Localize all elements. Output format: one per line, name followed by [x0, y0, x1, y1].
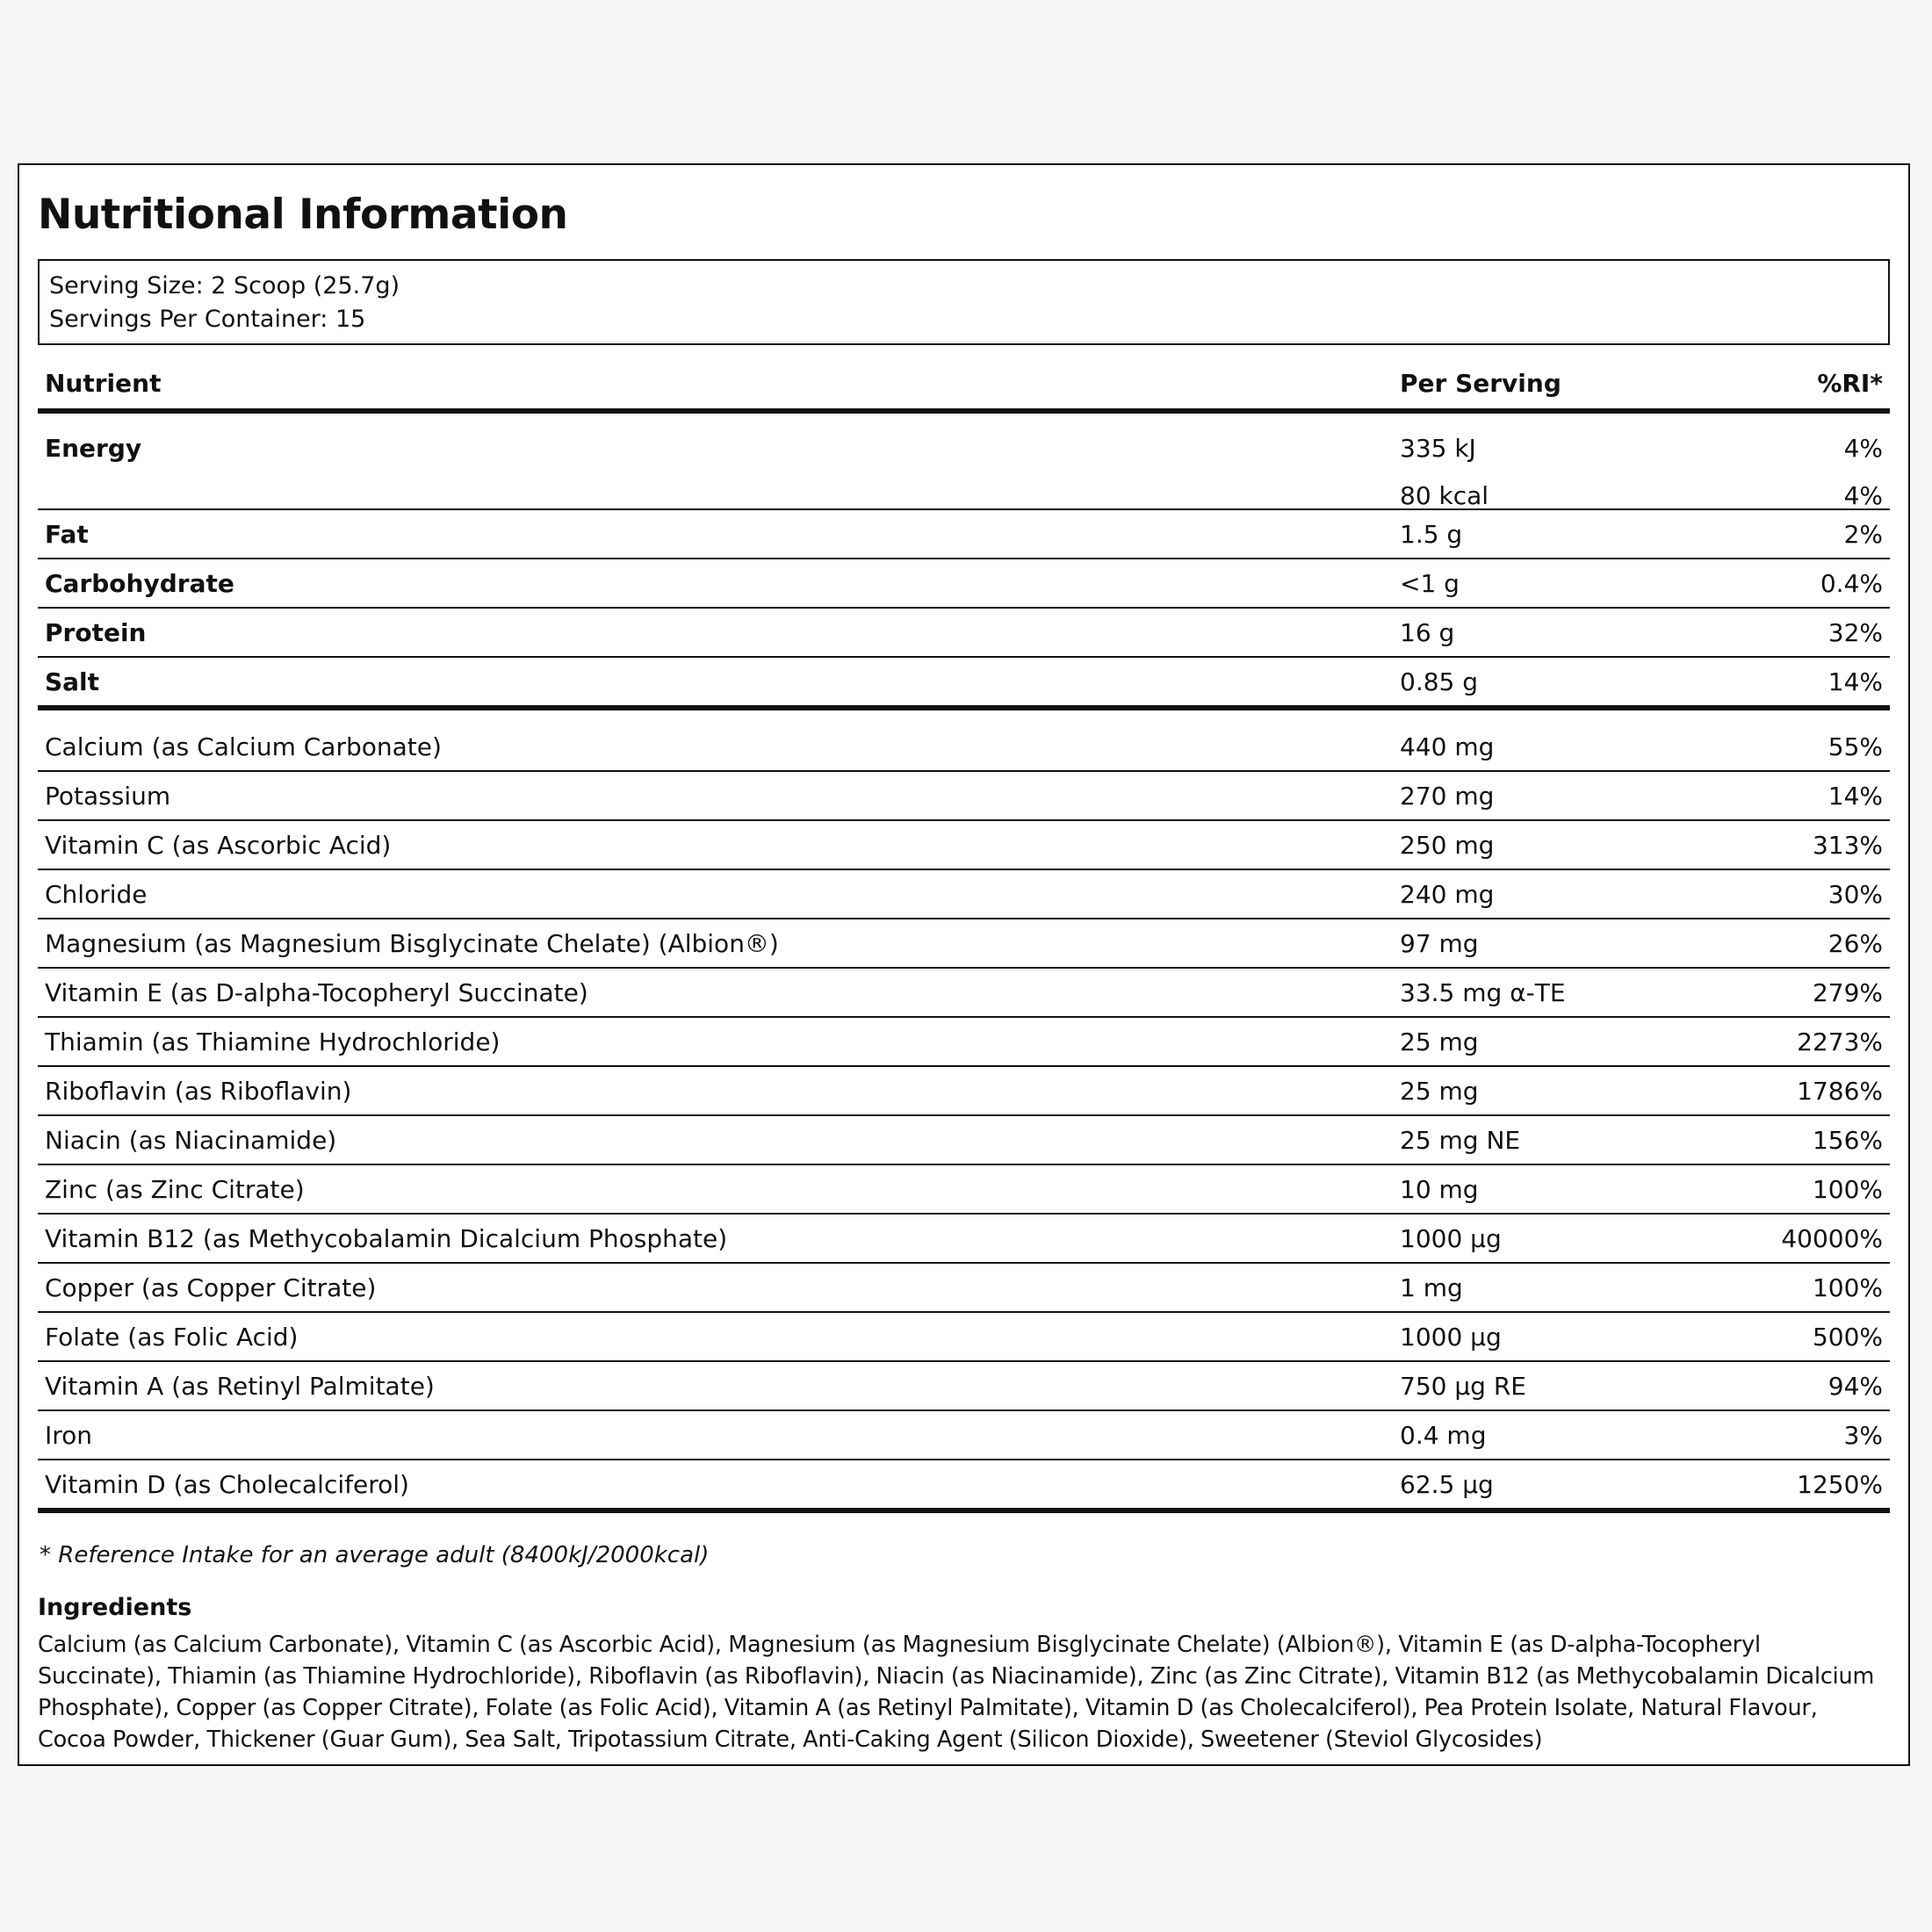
per-serving-value: 0.85 g — [1400, 667, 1479, 696]
per-serving-value: 62.5 μg — [1400, 1470, 1494, 1499]
ri-value: 2% — [1843, 520, 1883, 549]
nutrient-name: Riboflavin (as Riboflavin) — [45, 1077, 352, 1106]
energy-kcal-ri: 4% — [1843, 481, 1883, 510]
ingredients-title: Ingredients — [38, 1594, 192, 1621]
table-row — [38, 1165, 1890, 1215]
per-serving-value: 1000 μg — [1400, 1323, 1502, 1352]
ri-value: 26% — [1827, 929, 1883, 958]
per-serving-value: 440 mg — [1400, 732, 1495, 761]
header-ri: %RI* — [1817, 369, 1883, 398]
energy-kcal: 80 kcal — [1400, 481, 1489, 510]
nutrient-name: Vitamin E (as D-alpha-Tocopheryl Succinate) — [45, 978, 588, 1007]
ingredients-text: Calcium (as Calcium Carbonate), Vitamin C (as Ascorbic Acid), Magnesium (as Magnesium Bisglycinate Chelate) (Albion®), Vitamin E (as D-alpha-Tocopheryl Succinate), Thiamin (as Thiamine Hydrochloride), Riboflavin (as Riboflavin), Niacin (as Niacinamide), Zinc (as Zinc Citrate), Vitamin B12 (as Methycobalamin Dicalcium Phosphate), Copper (as Copper Citrate), Folate (as Folic Acid), Vitamin A (as Retinyl Palmitate), Vitamin D (as Cholecalciferol), Pea Protein Isolate, Natural Flavour, Cocoa Powder, Thickener (Guar Gum), Sea Salt, Tripotassium Citrate, Anti-Caking Agent (Silicon Dioxide), Sweetener (Steviol Glycosides) — [38, 1632, 1875, 1753]
nutrient-name: Vitamin A (as Retinyl Palmitate) — [45, 1372, 435, 1401]
per-serving-value: 750 μg RE — [1400, 1372, 1526, 1401]
header-nutrient: Nutrient — [45, 369, 162, 398]
nutrient-name: Vitamin D (as Cholecalciferol) — [45, 1470, 409, 1499]
ri-value: 1786% — [1797, 1077, 1883, 1106]
per-serving-value: 25 mg NE — [1400, 1126, 1521, 1155]
ri-value: 0.4% — [1820, 569, 1883, 598]
ri-value: 32% — [1827, 618, 1883, 647]
per-serving-value: <1 g — [1400, 569, 1460, 598]
ri-value: 279% — [1812, 978, 1883, 1007]
nutrient-name: Magnesium (as Magnesium Bisglycinate Chelate) (Albion®) — [45, 929, 779, 958]
nutrient-name: Niacin (as Niacinamide) — [45, 1126, 337, 1155]
table-row — [38, 1362, 1890, 1411]
serving-size: Serving Size: 2 Scoop (25.7g) — [49, 272, 400, 299]
table-row-energy — [38, 414, 1890, 510]
table-row — [38, 1215, 1890, 1264]
table-row — [38, 559, 1890, 609]
per-serving-value: 250 mg — [1400, 831, 1495, 860]
table-row — [38, 772, 1890, 821]
per-serving-value: 0.4 mg — [1400, 1421, 1487, 1450]
ri-value: 100% — [1812, 1273, 1883, 1302]
table-row — [38, 1411, 1890, 1460]
table-row — [38, 609, 1890, 658]
nutrient-name: Carbohydrate — [45, 569, 234, 598]
table-row — [38, 723, 1890, 772]
nutrient-name: Folate (as Folic Acid) — [45, 1323, 299, 1352]
section-spacer — [38, 710, 1890, 723]
per-serving-value: 16 g — [1400, 618, 1455, 647]
nutrient-name: Calcium (as Calcium Carbonate) — [45, 732, 442, 761]
ri-value: 313% — [1812, 831, 1883, 860]
ri-value: 94% — [1827, 1372, 1883, 1401]
ri-value: 55% — [1827, 732, 1883, 761]
table-row — [38, 658, 1890, 710]
nutrient-name: Potassium — [45, 782, 171, 811]
ri-value: 3% — [1843, 1421, 1883, 1450]
header-per-serving: Per Serving — [1400, 369, 1561, 398]
nutrient-name: Copper (as Copper Citrate) — [45, 1273, 377, 1302]
nutrient-name: Chloride — [45, 880, 148, 909]
serving-info-box — [38, 259, 1890, 345]
reference-intake-footnote: * Reference Intake for an average adult (8400kJ/2000kcal) — [40, 1542, 710, 1568]
nutrient-name: Iron — [45, 1421, 93, 1450]
per-serving-value: 1 mg — [1400, 1273, 1463, 1302]
per-serving-value: 97 mg — [1400, 929, 1479, 958]
table-row — [38, 919, 1890, 969]
energy-kj-ri: 4% — [1843, 434, 1883, 463]
ri-value: 40000% — [1781, 1224, 1883, 1253]
ri-value: 14% — [1827, 782, 1883, 811]
ri-value: 100% — [1812, 1175, 1883, 1204]
per-serving-value: 1000 μg — [1400, 1224, 1502, 1253]
table-row — [38, 510, 1890, 559]
per-serving-value: 25 mg — [1400, 1077, 1479, 1106]
table-row — [38, 1018, 1890, 1067]
table-row — [38, 1264, 1890, 1313]
nutrient-name: Vitamin C (as Ascorbic Acid) — [45, 831, 392, 860]
ri-value: 2273% — [1797, 1027, 1883, 1056]
table-header — [38, 345, 1890, 414]
table-row — [38, 1460, 1890, 1513]
ri-value: 156% — [1812, 1126, 1883, 1155]
per-serving-value: 270 mg — [1400, 782, 1495, 811]
nutrient-name: Energy — [45, 434, 142, 463]
table-row — [38, 870, 1890, 919]
per-serving-value: 1.5 g — [1400, 520, 1463, 549]
nutrition-panel — [18, 163, 1910, 1766]
page-title: Nutritional Information — [38, 191, 568, 239]
micro-nutrients — [38, 723, 1890, 1513]
nutrient-name: Vitamin B12 (as Methycobalamin Dicalcium Phosphate) — [45, 1224, 728, 1253]
macro-nutrients — [38, 510, 1890, 710]
table-row — [38, 1313, 1890, 1362]
nutrient-name: Thiamin (as Thiamine Hydrochloride) — [45, 1027, 501, 1056]
per-serving-value: 10 mg — [1400, 1175, 1479, 1204]
energy-kj: 335 kJ — [1400, 434, 1476, 463]
ri-value: 1250% — [1797, 1470, 1883, 1499]
servings-per-container: Servings Per Container: 15 — [49, 306, 366, 333]
ri-value: 14% — [1827, 667, 1883, 696]
table-row — [38, 1067, 1890, 1116]
nutrient-name: Zinc (as Zinc Citrate) — [45, 1175, 305, 1204]
ri-value: 30% — [1827, 880, 1883, 909]
nutrient-name: Protein — [45, 618, 147, 647]
per-serving-value: 25 mg — [1400, 1027, 1479, 1056]
nutrient-name: Salt — [45, 667, 100, 696]
table-row — [38, 969, 1890, 1018]
per-serving-value: 33.5 mg α-TE — [1400, 978, 1566, 1007]
per-serving-value: 240 mg — [1400, 880, 1495, 909]
nutrient-name: Fat — [45, 520, 89, 549]
table-row — [38, 1116, 1890, 1165]
table-row — [38, 821, 1890, 870]
ri-value: 500% — [1812, 1323, 1883, 1352]
